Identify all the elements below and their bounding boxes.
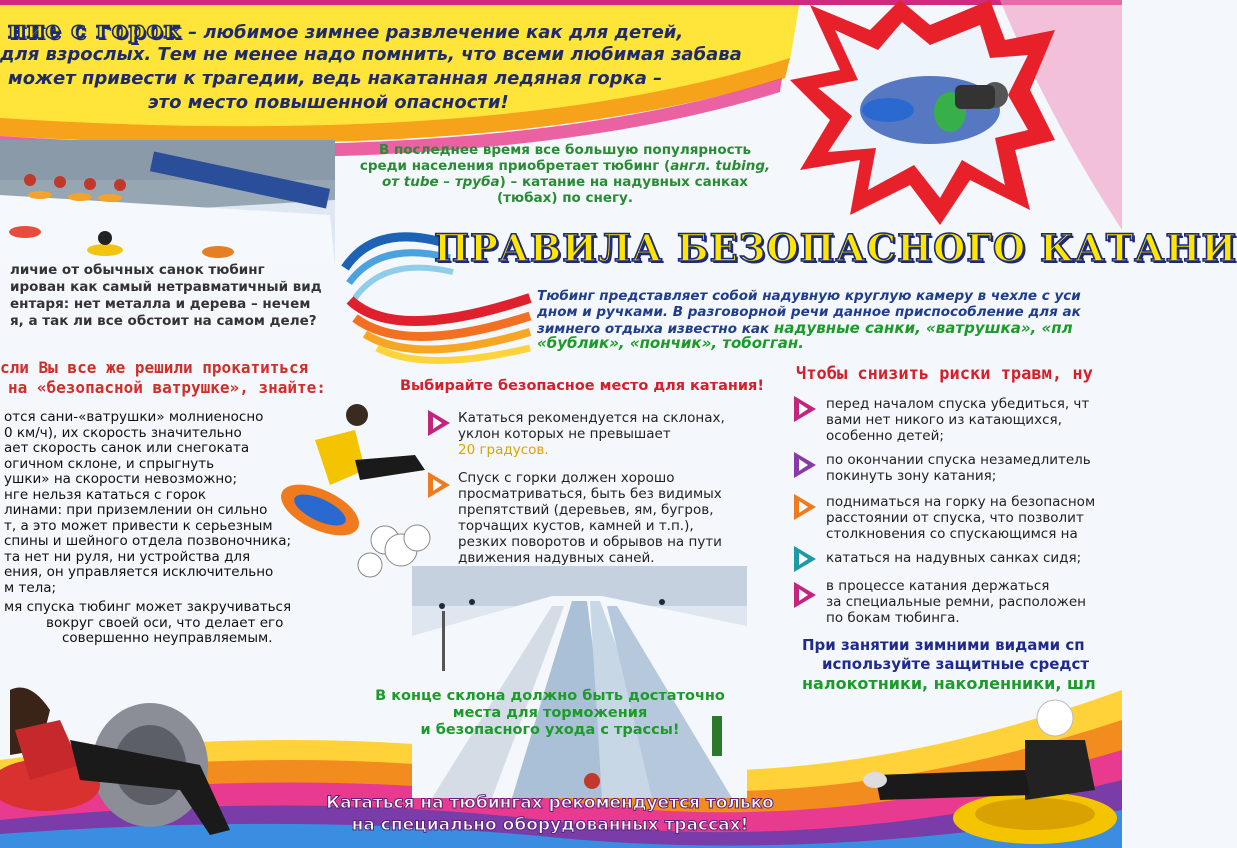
mid-i2-line4: торчащих кустов, камней и т.п.), xyxy=(458,518,694,534)
left-b4-line1: мя спуска тюбинг может закручиваться xyxy=(4,599,292,615)
left-b3-line1: та нет ни руля, ни устройства для xyxy=(4,548,251,565)
left-b2-line4: спины и шейного отдела позвоночника; xyxy=(4,533,292,549)
left-b2-line2: линами: при приземлении он сильно xyxy=(4,502,268,518)
left-b4-line3: совершенно неуправляемым. xyxy=(62,630,273,646)
header-text-line4: это место повышенной опасности! xyxy=(148,92,509,113)
right-r5-line1: в процессе катания держаться xyxy=(826,578,1050,594)
mid-i2-line6: движения надувных саней. xyxy=(458,550,655,566)
triangle-bullet-icon xyxy=(794,494,816,520)
triangle-bullet-icon xyxy=(794,582,816,608)
triangle-bullet-icon xyxy=(794,452,816,478)
snow-burst-icon xyxy=(790,0,1060,230)
left-b1-line1: отся сани-«ватрушки» молниеносно xyxy=(4,409,264,425)
left-p1-line2: ирован как самый нетравматичный вид xyxy=(10,279,322,295)
tubing-rider-illustration xyxy=(275,400,435,590)
safety-line1: При занятии зимними видами сп xyxy=(802,636,1085,654)
girl-on-tube-photo xyxy=(0,670,250,845)
tubing-def-line3a: зимнего отдыха известно как xyxy=(537,321,774,337)
end-line2: места для торможения xyxy=(452,705,648,721)
right-r1-line2: вами нет никого из катающихся, xyxy=(826,412,1062,428)
header-text-line2: для взрослых. Тем не менее надо помнить, что всеми любимая забава xyxy=(0,44,742,65)
bottom-banner-line1: Кататься на тюбингах рекомендуется только xyxy=(326,793,774,813)
left-p1-line3: ентаря: нет металла и дерева – нечем xyxy=(10,296,311,312)
triangle-bullet-icon xyxy=(428,410,450,436)
mid-i2-line3: препятствий (деревьев, ям, бугров, xyxy=(458,502,714,518)
tubing-def-line2: дном и ручками. В разговорной речи данное приспособление для ак xyxy=(537,304,1081,320)
girl-helmet-tube-photo xyxy=(855,690,1122,848)
left-b4-line2: вокруг своей оси, что делает его xyxy=(46,614,284,631)
intro-line4: (тюбах) по снегу. xyxy=(496,190,633,206)
sledding-photo-top-left xyxy=(0,140,335,265)
intro-line3-italic: от tube – труба xyxy=(381,174,500,190)
triangle-bullet-icon xyxy=(794,396,816,422)
safety-line2: используйте защитные средст xyxy=(822,655,1090,673)
mid-i1-line2: уклон которых не превышает xyxy=(458,426,671,442)
header-text-line3: может привести к трагедии, ведь накатанная ледяная горка – xyxy=(8,68,663,89)
left-b2-line1: нге нельзя кататься с горок xyxy=(4,486,207,503)
right-r2-line1: по окончании спуска незамедлитель xyxy=(826,452,1091,468)
mid-i2-line1: Спуск с горки должен хорошо xyxy=(458,470,675,486)
bottom-banner-line2: на специально оборудованных трассах! xyxy=(351,815,749,835)
end-line1: В конце склона должно быть достаточно xyxy=(375,688,725,704)
tubing-definition xyxy=(537,288,1122,337)
left-b3-line2: ения, он управляется исключительно xyxy=(4,564,274,580)
left-heading-line1: сли Вы все же решили прокатиться xyxy=(0,358,309,377)
left-b1-line2: 0 км/ч), их скорость значительно xyxy=(4,424,242,441)
safety-line3: налокотники, наколенники, шл xyxy=(802,674,1096,693)
triangle-bullet-icon xyxy=(428,472,450,498)
right-r1-line1: перед началом спуска убедиться, чт xyxy=(826,396,1090,412)
mid-i2-line2: просматриваться, быть без видимых xyxy=(458,486,722,502)
intro-text xyxy=(330,142,800,206)
left-b3-line3: м тела; xyxy=(4,579,57,596)
right-r1-line3: особенно детей; xyxy=(826,428,944,444)
tubing-def-line4: «бублик», «пончик», тобогган. xyxy=(537,334,804,352)
left-p1-line4: я, а так ли все обстоит на самом деле? xyxy=(10,313,317,329)
intro-line3: ) – катание на надувных санках xyxy=(499,174,749,190)
tubing-def-line3b: надувные санки, «ватрушка», «пл xyxy=(773,319,1073,337)
right-heading: Чтобы снизить риски травм, ну xyxy=(796,364,1093,384)
intro-line2: среди населения приобретает тюбинг ( xyxy=(359,158,671,174)
left-b1-line5: ушки» на скорости невозможно; xyxy=(4,471,237,487)
right-r3-line2: расстоянии от спуска, что позволит xyxy=(826,510,1084,526)
end-line3: и безопасного ухода с трассы! xyxy=(420,722,680,738)
intro-line1: В последнее время все большую популярность xyxy=(378,142,752,158)
tubing-def-line1: Тюбинг представляет собой надувную круглую камеру в чехле с уси xyxy=(537,288,1081,304)
header-text-line1: – любимое зимнее развлечение как для детей, xyxy=(181,22,684,43)
left-b1-line4: огичном склоне, и спрыгнуть xyxy=(4,455,215,472)
mid-i2-line5: резких поворотов и обрывов на пути xyxy=(458,534,722,550)
left-p1-line1: личие от обычных санок тюбинг xyxy=(10,262,265,278)
right-r4-line1: кататься на надувных санках сидя; xyxy=(826,550,1082,566)
header-title-fragment: ние с горок xyxy=(8,15,182,44)
ski-slope-photo xyxy=(412,566,747,798)
mid-heading: Выбирайте безопасное место для катания! xyxy=(400,378,764,394)
mid-i1-line1: Кататься рекомендуется на склонах, xyxy=(458,410,725,426)
left-b2-line3: т, а это может привести к серьезным xyxy=(4,517,273,534)
left-heading-line2: на «безопасной ватрушке», знайте: xyxy=(8,378,326,397)
mid-i1-line3: 20 градусов. xyxy=(458,442,549,458)
right-r5-line2: за специальные ремни, расположен xyxy=(826,594,1086,610)
right-r3-line3: столкновения со спускающимся на xyxy=(826,526,1078,542)
intro-line2-italic: англ. tubing, xyxy=(670,158,771,174)
right-r3-line1: подниматься на горку на безопасном xyxy=(826,494,1096,510)
left-b1-line3: ает скорость санок или снегоката xyxy=(4,440,250,456)
right-r2-line2: покинуть зону катания; xyxy=(826,468,997,484)
main-title: ПРАВИЛА БЕЗОПАСНОГО КАТАНИ xyxy=(434,226,1237,270)
bottom-banner xyxy=(300,792,800,836)
end-of-slope-text xyxy=(330,688,770,739)
right-r5-line3: по бокам тюбинга. xyxy=(826,610,960,626)
triangle-bullet-icon xyxy=(794,546,816,572)
